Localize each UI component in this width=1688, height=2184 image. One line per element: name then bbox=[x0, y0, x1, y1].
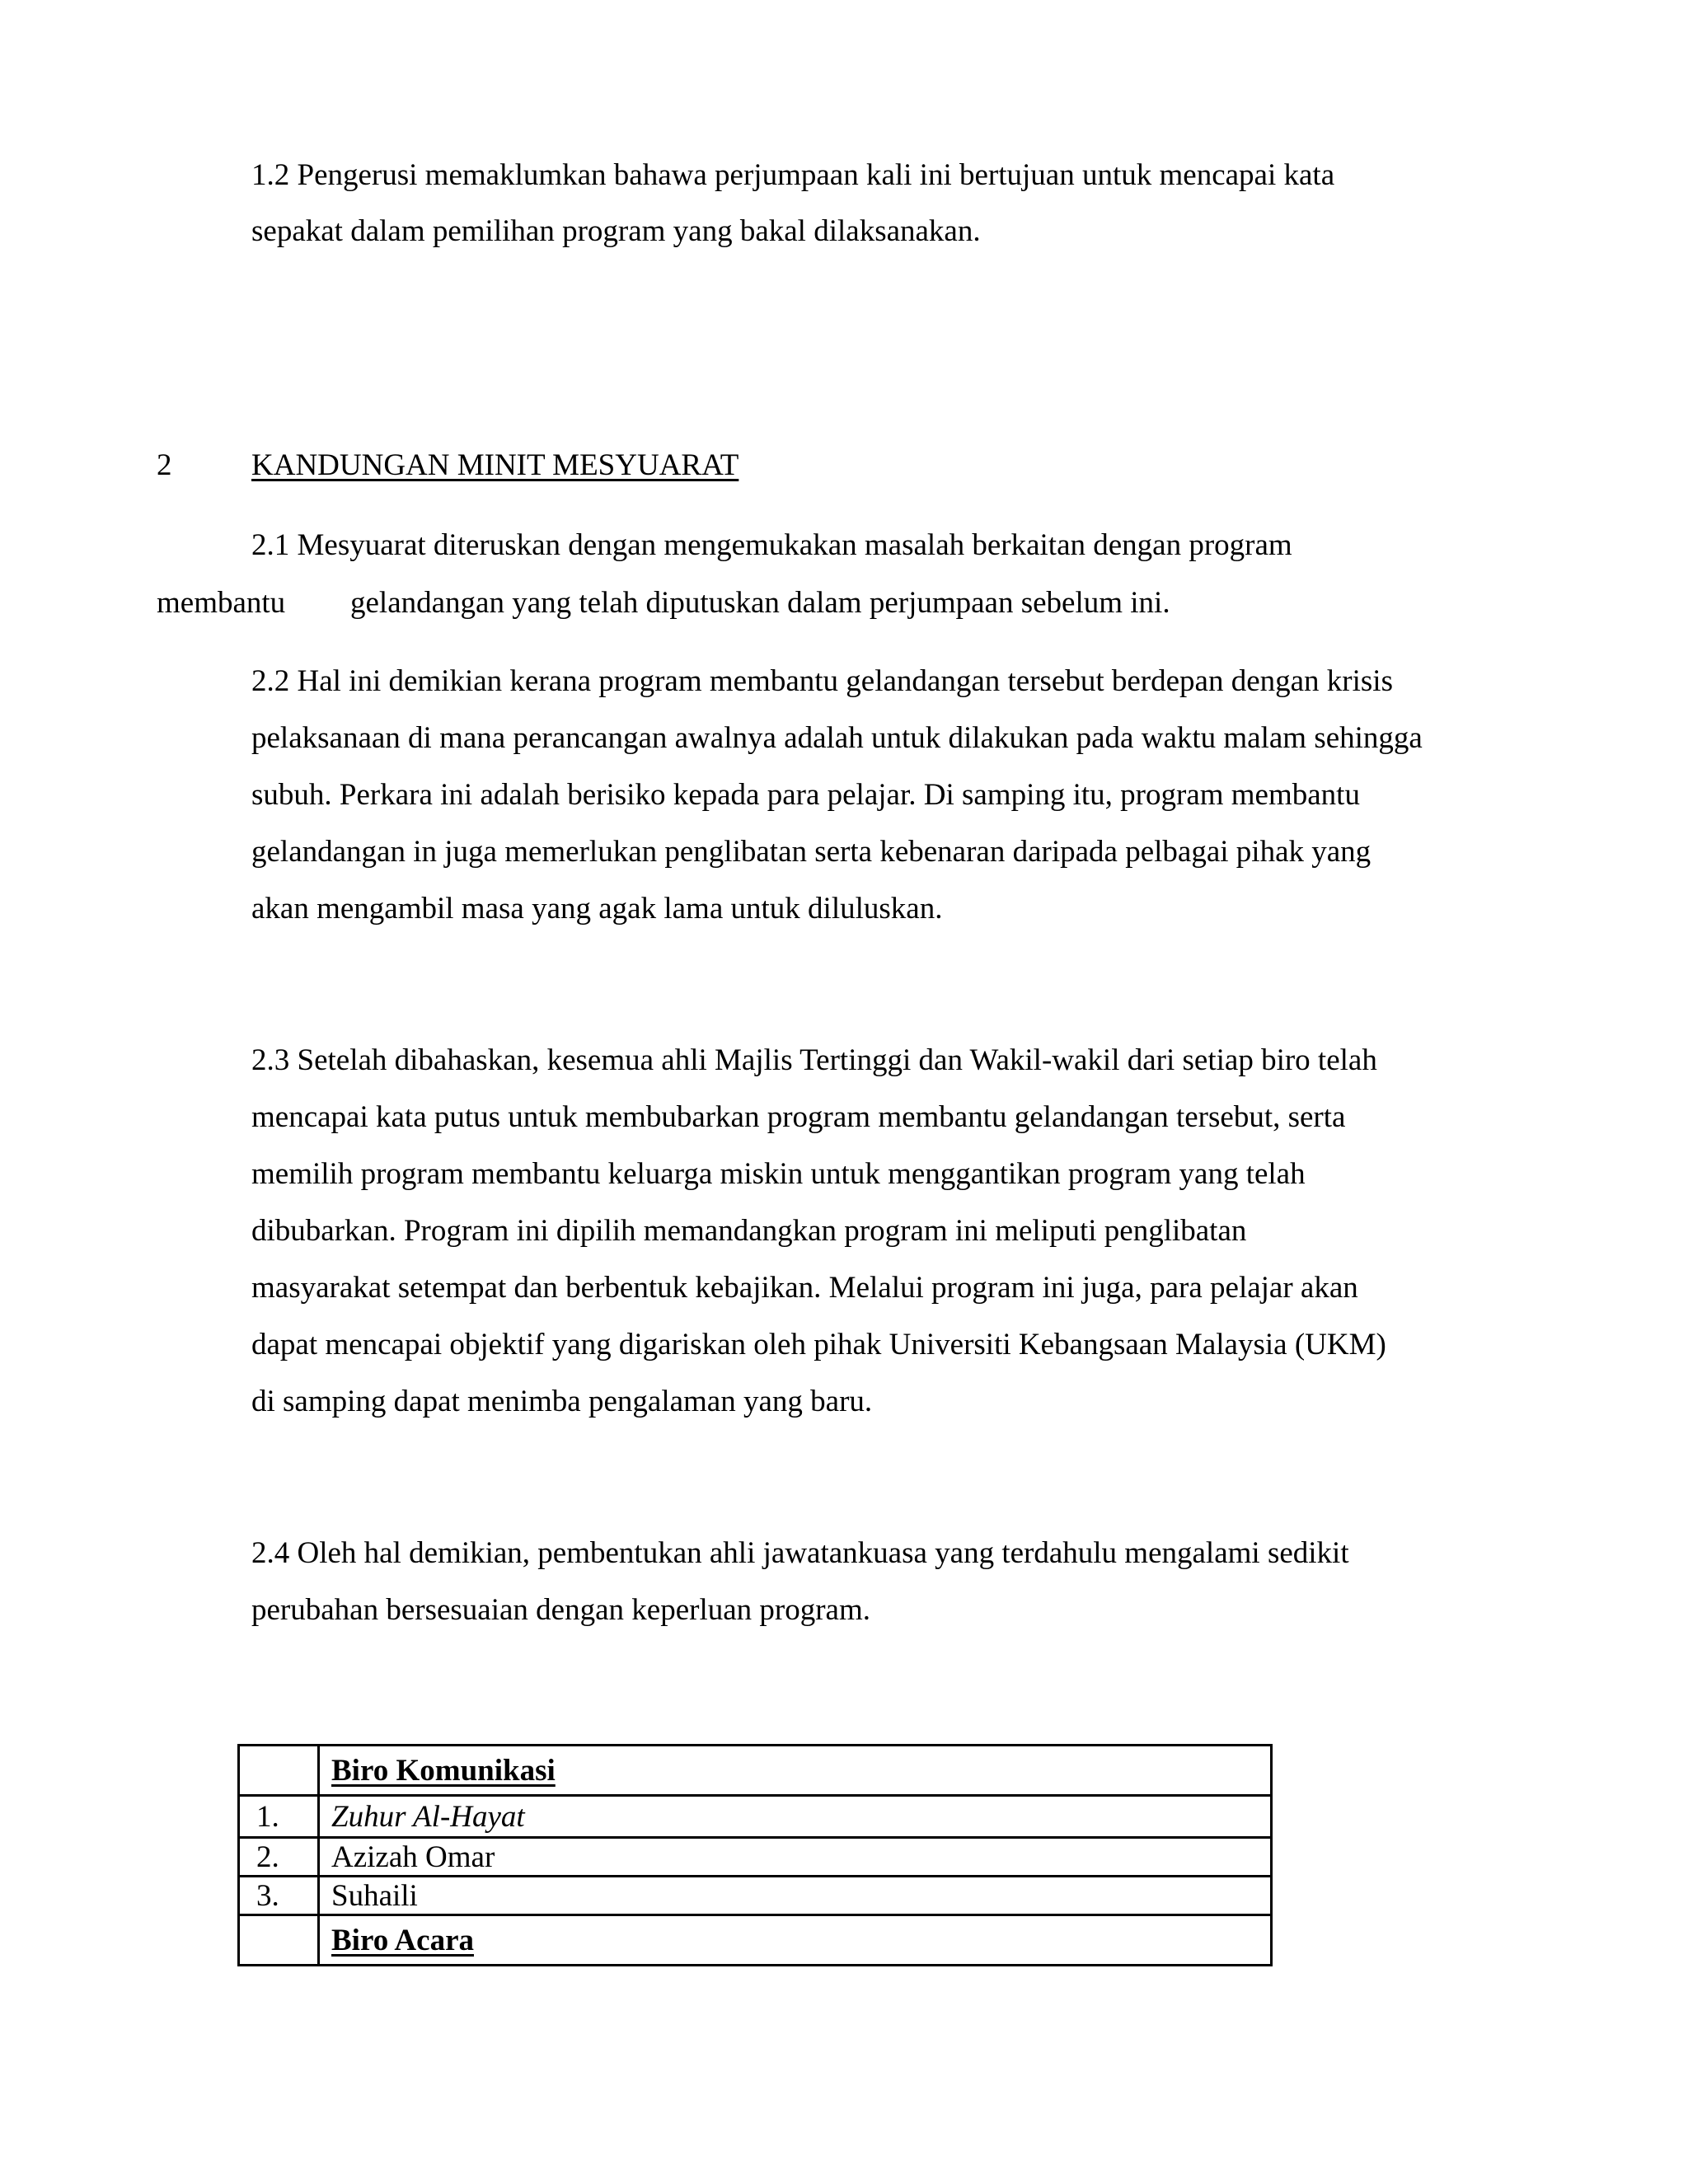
member-name: Suhaili bbox=[319, 1877, 1272, 1915]
para-2-2-line-5: akan mengambil masa yang agak lama untuk diluluskan. bbox=[251, 892, 943, 926]
section-title: KANDUNGAN MINIT MESYUARAT bbox=[251, 448, 739, 482]
member-number: 1. bbox=[239, 1796, 319, 1838]
para-2-2-line-4: gelandangan in juga memerlukan penglibatan serta kebenaran daripada pelbagai pihak yang bbox=[251, 835, 1372, 869]
para-2-3-line-6: dapat mencapai objektif yang digariskan oleh pihak Universiti Kebangsaan Malaysia (UKM) bbox=[251, 1328, 1386, 1361]
table-cell-empty bbox=[239, 1746, 319, 1796]
table-row bbox=[239, 1746, 1272, 1796]
section-number: 2 bbox=[157, 448, 172, 482]
para-2-1-line-2-right: gelandangan yang telah diputuskan dalam perjumpaan sebelum ini. bbox=[350, 586, 1170, 620]
table-row bbox=[239, 1796, 1272, 1838]
member-name: Zuhur Al-Hayat bbox=[319, 1796, 1272, 1838]
table-row bbox=[239, 1915, 1272, 1966]
para-1-2-line-1: 1.2 Pengerusi memaklumkan bahawa perjumpaan kali ini bertujuan untuk mencapai kata bbox=[251, 158, 1335, 192]
committee-table bbox=[237, 1744, 1273, 1966]
para-2-1-line-1: 2.1 Mesyuarat diteruskan dengan mengemukakan masalah berkaitan dengan program bbox=[251, 528, 1292, 562]
para-2-2-line-1: 2.2 Hal ini demikian kerana program membantu gelandangan tersebut berdepan dengan krisis bbox=[251, 664, 1393, 698]
para-2-3-line-7: di samping dapat menimba pengalaman yang baru. bbox=[251, 1385, 873, 1418]
biro-komunikasi-title: Biro Komunikasi bbox=[331, 1753, 556, 1788]
para-2-3-line-5: masyarakat setempat dan berbentuk kebajikan. Melalui program ini juga, para pelajar akan bbox=[251, 1271, 1358, 1305]
table-row bbox=[239, 1877, 1272, 1915]
table-cell-empty bbox=[239, 1915, 319, 1966]
para-2-3-line-3: memilih program membantu keluarga miskin untuk menggantikan program yang telah bbox=[251, 1157, 1306, 1191]
table-row bbox=[239, 1838, 1272, 1877]
member-name: Azizah Omar bbox=[319, 1838, 1272, 1877]
table-cell bbox=[319, 1915, 1272, 1966]
member-number: 3. bbox=[239, 1877, 319, 1915]
para-2-2-line-3: subuh. Perkara ini adalah berisiko kepada para pelajar. Di samping itu, program membantu bbox=[251, 778, 1360, 812]
para-2-3-line-2: mencapai kata putus untuk membubarkan program membantu gelandangan tersebut, serta bbox=[251, 1100, 1346, 1134]
biro-acara-title: Biro Acara bbox=[331, 1923, 474, 1957]
para-2-4-line-2: perubahan bersesuaian dengan keperluan program. bbox=[251, 1593, 870, 1627]
member-number: 2. bbox=[239, 1838, 319, 1877]
para-2-3-line-4: dibubarkan. Program ini dipilih memandangkan program ini meliputi penglibatan bbox=[251, 1214, 1247, 1248]
para-2-3-line-1: 2.3 Setelah dibahaskan, kesemua ahli Majlis Tertinggi dan Wakil-wakil dari setiap biro telah bbox=[251, 1043, 1377, 1077]
table-cell bbox=[319, 1746, 1272, 1796]
para-2-4-line-1: 2.4 Oleh hal demikian, pembentukan ahli jawatankuasa yang terdahulu mengalami sedikit bbox=[251, 1536, 1349, 1570]
para-2-2-line-2: pelaksanaan di mana perancangan awalnya adalah untuk dilakukan pada waktu malam sehingga bbox=[251, 721, 1423, 755]
para-2-1-line-2-left: membantu bbox=[157, 586, 286, 620]
para-1-2-line-2: sepakat dalam pemilihan program yang bakal dilaksanakan. bbox=[251, 214, 981, 248]
